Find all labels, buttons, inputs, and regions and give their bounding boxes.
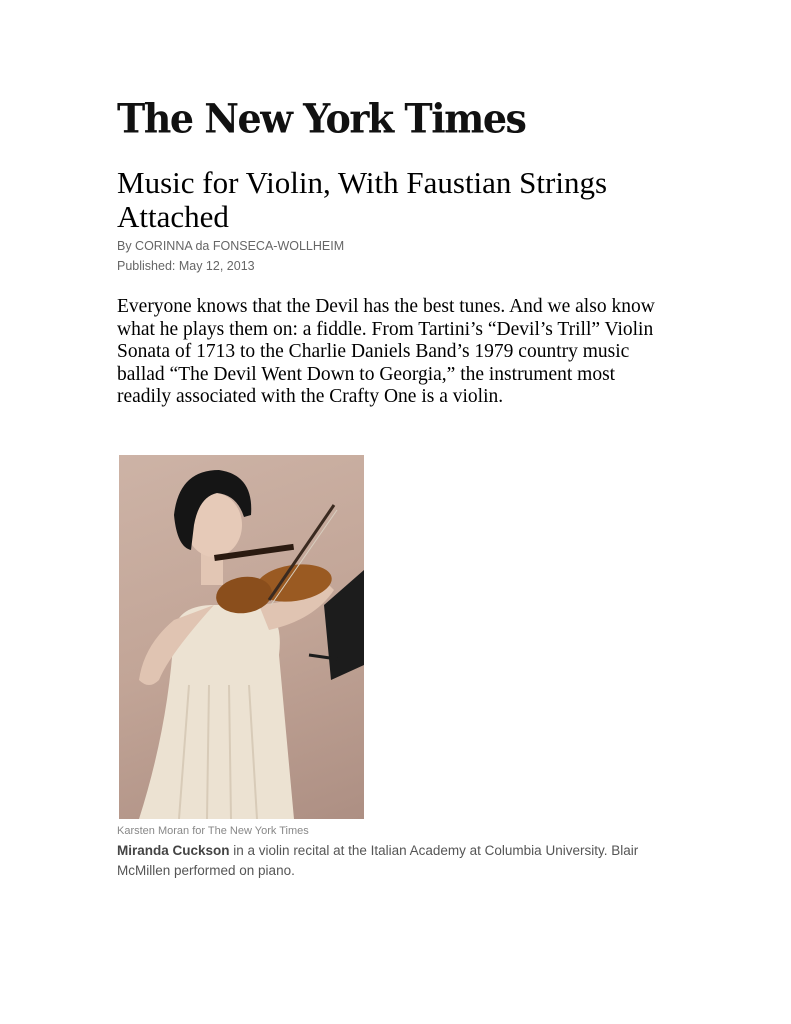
- published-date: Published: May 12, 2013: [117, 259, 255, 273]
- photo-caption: [117, 841, 677, 881]
- violinist-illustration: [119, 455, 364, 819]
- article-byline: By CORINNA da FONSECA-WOLLHEIM: [117, 239, 345, 253]
- caption-subject-name: Miranda Cuckson: [117, 843, 230, 858]
- article-lede: Everyone knows that the Devil has the best tunes. And we also know what he plays them on: a fiddle. From Tartini’s “Devil’s Trill” Violin Sonata of 1713 to the Charlie Daniels Band’s 1979 country music ballad “The Devil Went Down to Georgia,” the instrument most readily associated with the Crafty One is a violin.: [117, 296, 655, 407]
- article-headline: Music for Violin, With Faustian Strings Attached: [117, 165, 608, 234]
- caption-text: in a violin recital at the Italian Academy at Columbia University. Blair McMillen performed on piano.: [117, 843, 639, 878]
- photo-credit: Karsten Moran for The New York Times: [117, 825, 309, 837]
- masthead-logo: The New York Times: [117, 94, 526, 143]
- article-photo: [119, 455, 364, 819]
